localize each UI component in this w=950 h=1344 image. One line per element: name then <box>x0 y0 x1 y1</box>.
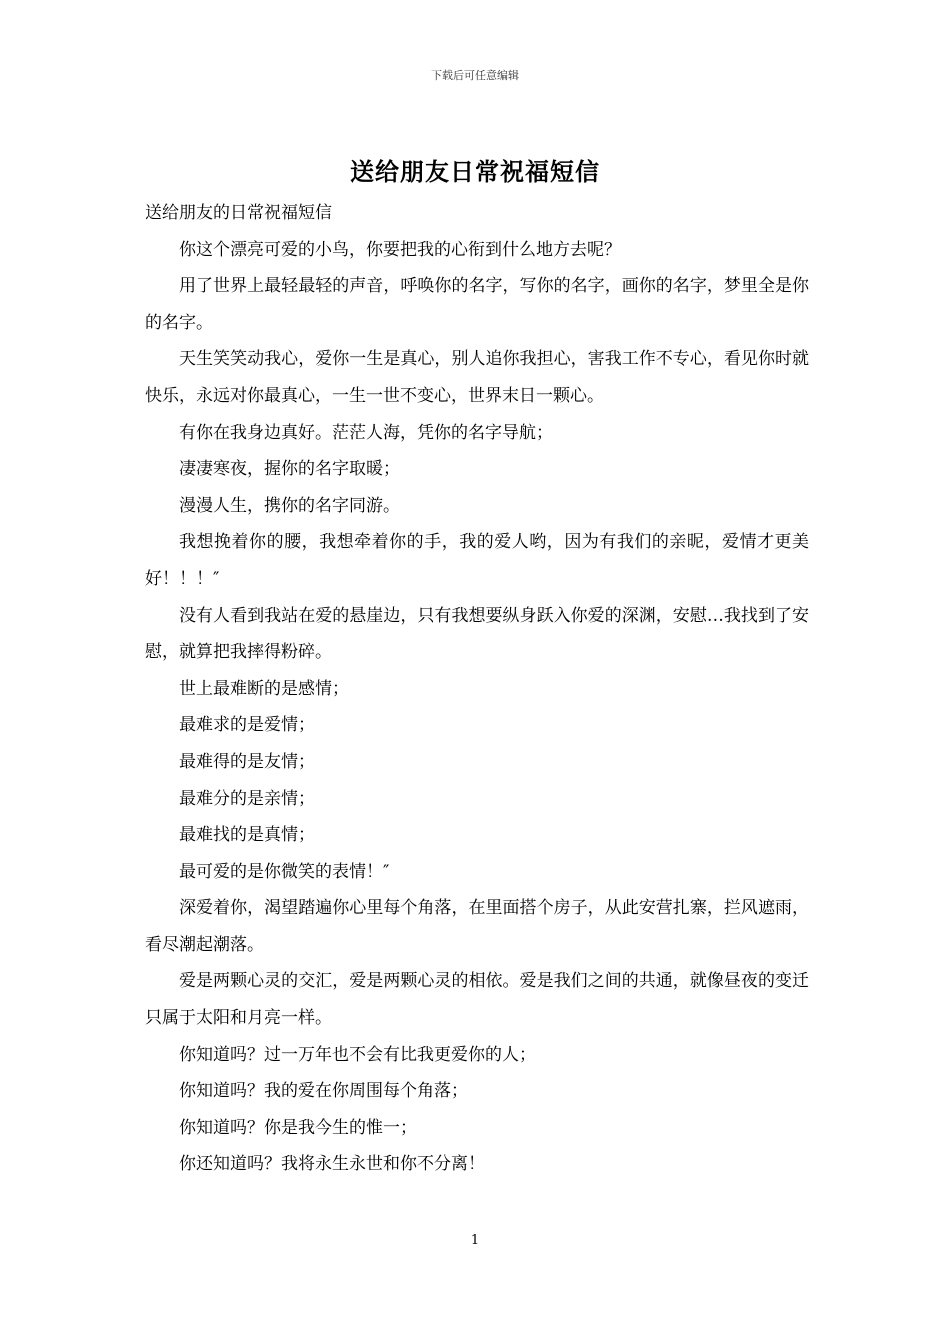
document-title: 送给朋友日常祝福短信 <box>350 158 600 186</box>
paragraph: 用了世界上最轻最轻的声音，呼唤你的名字，写你的名字，画你的名字，梦里全是你的名字。 <box>145 276 809 333</box>
paragraph: 没有人看到我站在爱的悬崖边，只有我想要纵身跃入你爱的深渊，安慰…我找到了安慰，就算把我摔得粉碎。 <box>145 605 809 663</box>
paragraph: 你知道吗？我的爱在你周围每个角落； <box>179 1081 468 1102</box>
page-number: 1 <box>470 1233 480 1248</box>
paragraph: 你知道吗？过一万年也不会有比我更爱你的人； <box>179 1044 536 1065</box>
paragraph: 你知道吗？你是我今生的惟一； <box>179 1117 417 1138</box>
document-body <box>145 195 809 1183</box>
paragraph: 你这个漂亮可爱的小鸟，你要把我的心衔到什么地方去呢？ <box>179 239 621 260</box>
paragraph: 最难找的是真情； <box>179 825 315 846</box>
page-header-note: 下载后可任意编辑 <box>431 69 519 82</box>
paragraph: 凄凄寒夜，握你的名字取暖； <box>179 459 400 480</box>
paragraph: 漫漫人生，携你的名字同游。 <box>179 495 400 516</box>
document-subtitle: 送给朋友的日常祝福短信 <box>145 203 332 223</box>
paragraph: 有你在我身边真好。茫茫人海，凭你的名字导航； <box>179 422 553 443</box>
paragraph: 天生笑笑动我心，爱你一生是真心，别人追你我担心，害我工作不专心，看见你时就快乐，永远对你最真心，一生一世不变心，世界末日一颗心。 <box>145 349 809 406</box>
paragraph: 深爱着你，渴望踏遍你心里每个角落，在里面搭个房子，从此安营扎寨，拦风遮雨，看尽潮起潮落。 <box>145 898 809 955</box>
paragraph: 最可爱的是你微笑的表情！″ <box>179 861 390 882</box>
paragraph: 我想挽着你的腰，我想牵着你的手，我的爱人哟，因为有我们的亲昵，爱情才更美好！！！″ <box>145 532 809 589</box>
paragraph: 世上最难断的是感情； <box>179 678 349 699</box>
paragraph: 最难分的是亲情； <box>179 788 315 809</box>
paragraph: 爱是两颗心灵的交汇，爱是两颗心灵的相依。爱是我们之间的共通，就像昼夜的变迁只属于太阳和月亮一样。 <box>145 971 809 1029</box>
paragraph: 最难得的是友情； <box>179 751 315 772</box>
paragraph: 你还知道吗？我将永生永世和你不分离！ <box>179 1154 485 1175</box>
paragraph: 最难求的是爱情； <box>179 715 315 736</box>
